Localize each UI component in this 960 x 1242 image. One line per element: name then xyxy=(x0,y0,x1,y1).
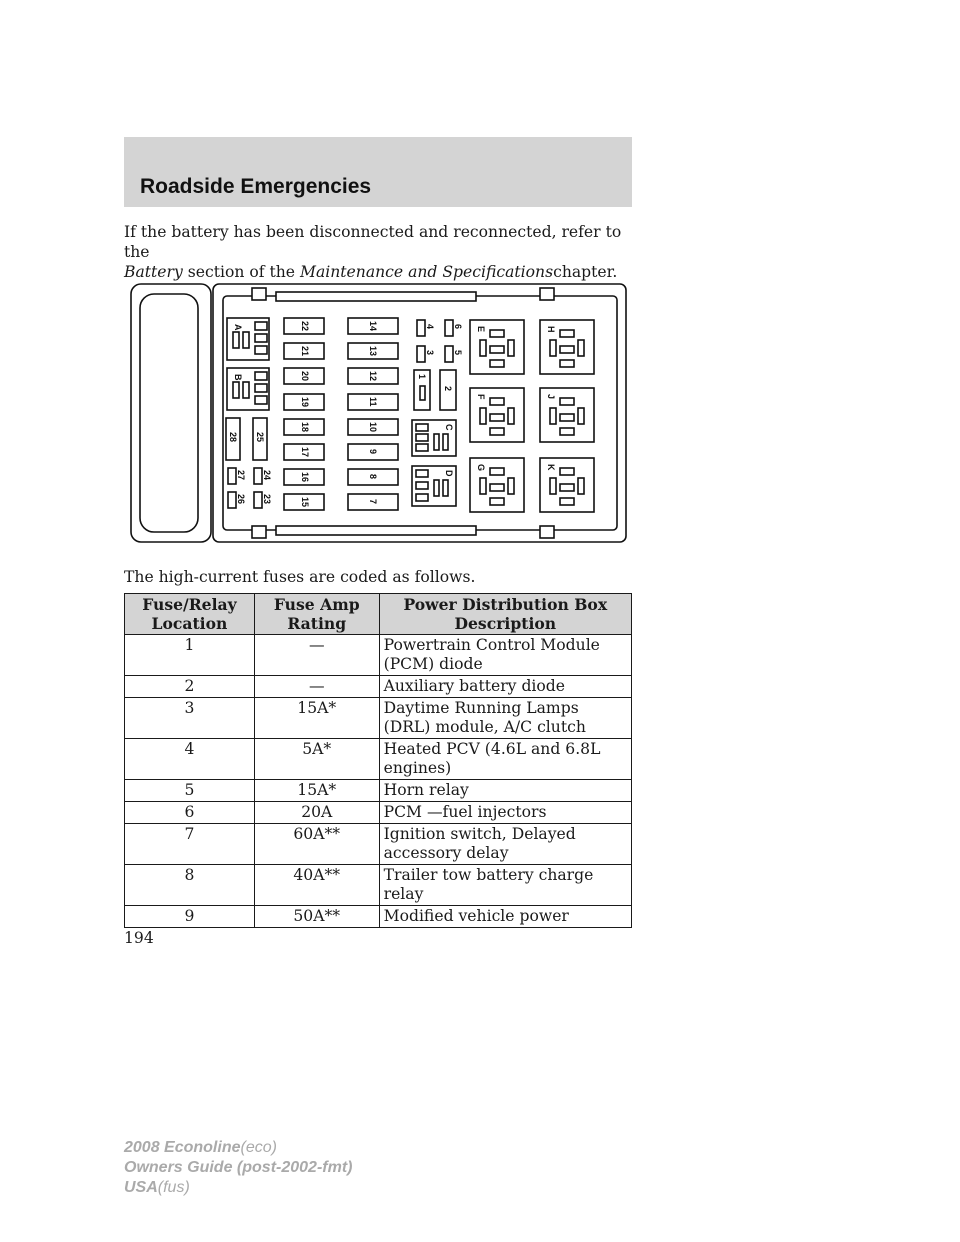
intro-text: section of the xyxy=(187,263,296,281)
footer-line-3: USA(fus) xyxy=(124,1179,190,1196)
fuse-label-14: 14 xyxy=(368,321,378,332)
cell-rating: 20A xyxy=(254,802,379,824)
cell-description: Auxiliary battery diode xyxy=(379,676,631,698)
fuse-label-8: 8 xyxy=(368,474,378,480)
fuse-6 xyxy=(445,320,453,336)
table-row xyxy=(125,780,632,802)
footer-line-1: 2008 Econoline(eco) xyxy=(124,1139,277,1156)
table-row xyxy=(125,906,632,928)
section-title: Roadside Emergencies xyxy=(140,175,372,198)
fuse-label-12: 12 xyxy=(368,371,378,382)
intro-text: If the battery has been disconnected and reconnected, refer to the xyxy=(124,223,622,261)
cell-description: Heated PCV (4.6L and 6.8L engines) xyxy=(379,739,631,780)
fuse-26 xyxy=(228,492,236,508)
fuse-label-19: 19 xyxy=(300,397,310,408)
fuse-24 xyxy=(254,468,262,484)
fuse-box-diagram xyxy=(130,282,628,546)
fuse-5 xyxy=(445,346,453,362)
column-header-description: Power Distribution Box Description xyxy=(379,594,631,635)
fuse-3 xyxy=(417,346,425,362)
fuse-label-15: 15 xyxy=(300,497,310,508)
relay-label-e: E xyxy=(476,326,486,333)
relay-label-g: G xyxy=(476,464,486,472)
relay-label-a: A xyxy=(233,324,243,331)
fuse-box-main-housing xyxy=(213,284,626,542)
fuse-label-20: 20 xyxy=(300,371,310,382)
cell-rating: — xyxy=(254,635,379,676)
cell-rating: 40A** xyxy=(254,865,379,906)
relay-label-f: F xyxy=(476,394,486,400)
fuse-label-13: 13 xyxy=(368,346,378,357)
relay-label-b: B xyxy=(233,374,243,381)
cell-location: 2 xyxy=(125,676,255,698)
fuse-label-3: 3 xyxy=(425,350,435,356)
table-row xyxy=(125,739,632,780)
cell-description: PCM —fuel injectors xyxy=(379,802,631,824)
fuse-label-24: 24 xyxy=(262,470,272,481)
fuse-label-4: 4 xyxy=(425,324,435,330)
cell-description: Powertrain Control Module (PCM) diode xyxy=(379,635,631,676)
chapter-reference: Maintenance and Specifications xyxy=(299,263,554,281)
fuse-23 xyxy=(254,492,262,508)
relay-label-k: K xyxy=(546,464,556,471)
fuse-label-28: 28 xyxy=(228,432,238,443)
fuse-label-18: 18 xyxy=(300,422,310,433)
cell-rating: — xyxy=(254,676,379,698)
table-row xyxy=(125,824,632,865)
fuse-label-16: 16 xyxy=(300,472,310,483)
table-row xyxy=(125,676,632,698)
fuse-box-side-compartment xyxy=(131,284,211,542)
table-caption: The high-current fuses are coded as follows. xyxy=(124,568,476,586)
cell-location: 3 xyxy=(125,698,255,739)
relay-label-d: D xyxy=(444,470,454,477)
fuse-27 xyxy=(228,468,236,484)
footer-line-2: Owners Guide (post-2002-fmt) xyxy=(124,1159,353,1176)
battery-reference: Battery xyxy=(124,263,183,281)
cell-location: 8 xyxy=(125,865,255,906)
fuse-label-5: 5 xyxy=(453,350,463,356)
table-header-row xyxy=(125,594,632,635)
fuse-label-23: 23 xyxy=(262,494,272,505)
cell-location: 1 xyxy=(125,635,255,676)
cell-rating: 5A* xyxy=(254,739,379,780)
cell-location: 4 xyxy=(125,739,255,780)
table-row xyxy=(125,802,632,824)
fuse-label-11: 11 xyxy=(368,397,378,407)
cell-description: Ignition switch, Delayed accessory delay xyxy=(379,824,631,865)
table-row xyxy=(125,698,632,739)
cell-description: Modified vehicle power xyxy=(379,906,631,928)
column-header-location: Fuse/Relay Location xyxy=(125,594,255,635)
fuse-label-1: 1 xyxy=(417,374,427,380)
table-row xyxy=(125,635,632,676)
cell-rating: 15A* xyxy=(254,780,379,802)
fuse-label-10: 10 xyxy=(368,422,378,433)
relay-label-j: J xyxy=(546,394,556,400)
relay-label-c: C xyxy=(444,424,454,431)
document-footer xyxy=(124,1138,352,1198)
cell-description: Daytime Running Lamps (DRL) module, A/C clutch xyxy=(379,698,631,739)
cell-location: 5 xyxy=(125,780,255,802)
cell-location: 9 xyxy=(125,906,255,928)
fuse-label-6: 6 xyxy=(453,324,463,330)
cell-location: 7 xyxy=(125,824,255,865)
fuse-label-7: 7 xyxy=(368,499,378,505)
relay-label-h: H xyxy=(546,326,556,333)
cell-rating: 50A** xyxy=(254,906,379,928)
table-row xyxy=(125,865,632,906)
intro-text: chapter. xyxy=(553,263,618,281)
fuse-4 xyxy=(417,320,425,336)
fuse-label-2: 2 xyxy=(443,386,453,392)
fuse-label-9: 9 xyxy=(368,449,378,455)
cell-rating: 60A** xyxy=(254,824,379,865)
fuse-label-22: 22 xyxy=(300,321,310,332)
cell-description: Trailer tow battery charge relay xyxy=(379,865,631,906)
cell-location: 6 xyxy=(125,802,255,824)
fuse-table xyxy=(124,593,632,928)
fuse-label-27: 27 xyxy=(236,470,246,481)
fuse-label-17: 17 xyxy=(300,447,310,458)
page-number: 194 xyxy=(124,929,154,947)
fuse-box-side-cover xyxy=(140,294,198,532)
intro-paragraph xyxy=(124,222,644,282)
cell-rating: 15A* xyxy=(254,698,379,739)
column-header-rating: Fuse Amp Rating xyxy=(254,594,379,635)
fuse-label-26: 26 xyxy=(236,494,246,505)
cell-description: Horn relay xyxy=(379,780,631,802)
fuse-label-25: 25 xyxy=(255,432,265,443)
fuse-box-inner-panel xyxy=(223,296,617,530)
section-header xyxy=(124,137,632,207)
fuse-label-21: 21 xyxy=(300,346,310,357)
